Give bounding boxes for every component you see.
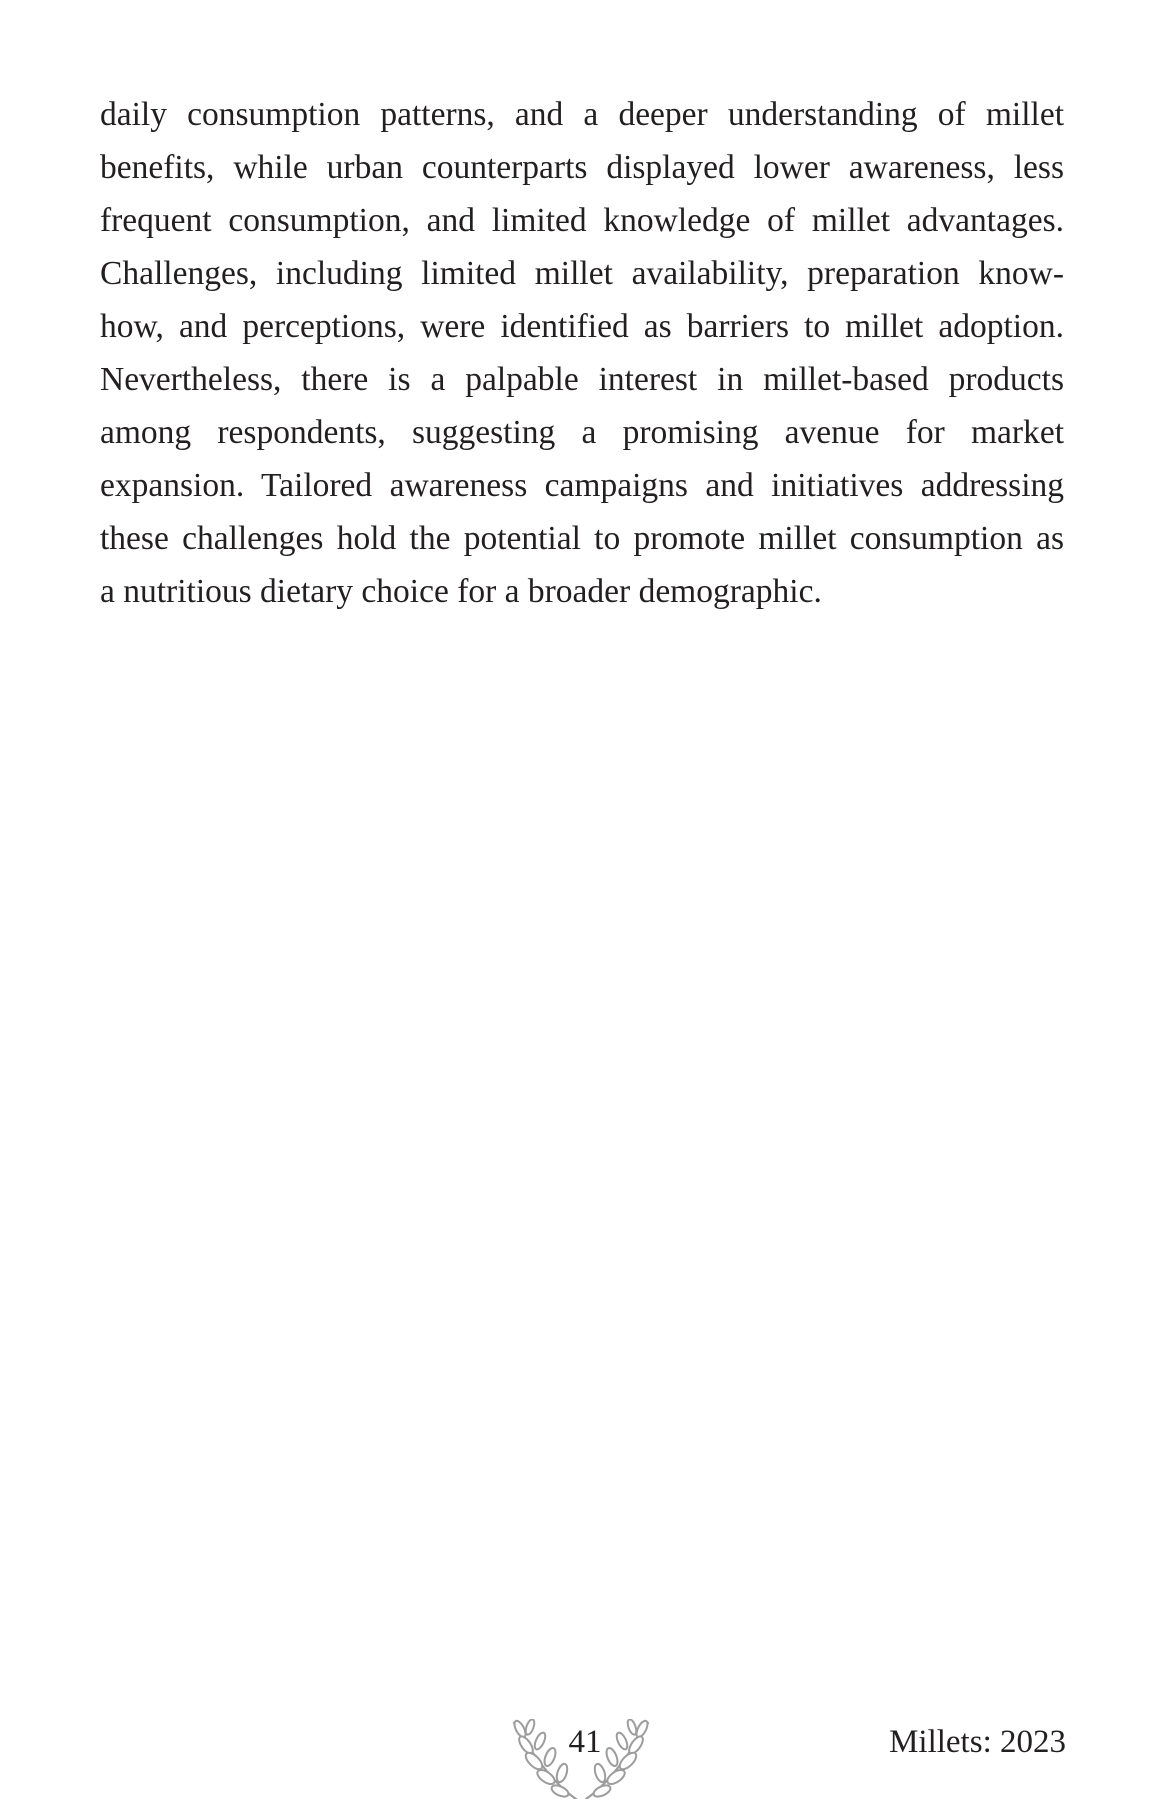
body-line-7: among respondents, suggesting a promising avenue for market <box>100 414 1064 451</box>
page-number: 41 <box>568 1724 602 1760</box>
page-footer <box>0 1700 1164 1800</box>
body-line-9: these challenges hold the potential to promote millet consumption as <box>100 520 1064 557</box>
body-line-1: daily consumption patterns, and a deeper understanding of millet <box>100 96 1064 133</box>
body-line-6: Nevertheless, there is a palpable interest in millet-based products <box>100 361 1064 398</box>
body-line-3: frequent consumption, and limited knowledge of millet advantages. <box>100 202 1064 239</box>
body-line-8: expansion. Tailored awareness campaigns and initiatives addressing <box>100 467 1064 504</box>
running-title: Millets: 2023 <box>889 1724 1066 1760</box>
body-line-10: a nutritious dietary choice for a broader demographic. <box>100 573 822 610</box>
body-line-4: Challenges, including limited millet availability, preparation know- <box>100 255 1064 292</box>
body-line-2: benefits, while urban counterparts displayed lower awareness, less <box>100 149 1064 186</box>
body-line-5: how, and perceptions, were identified as barriers to millet adoption. <box>100 308 1064 345</box>
body-paragraph <box>100 88 1064 618</box>
